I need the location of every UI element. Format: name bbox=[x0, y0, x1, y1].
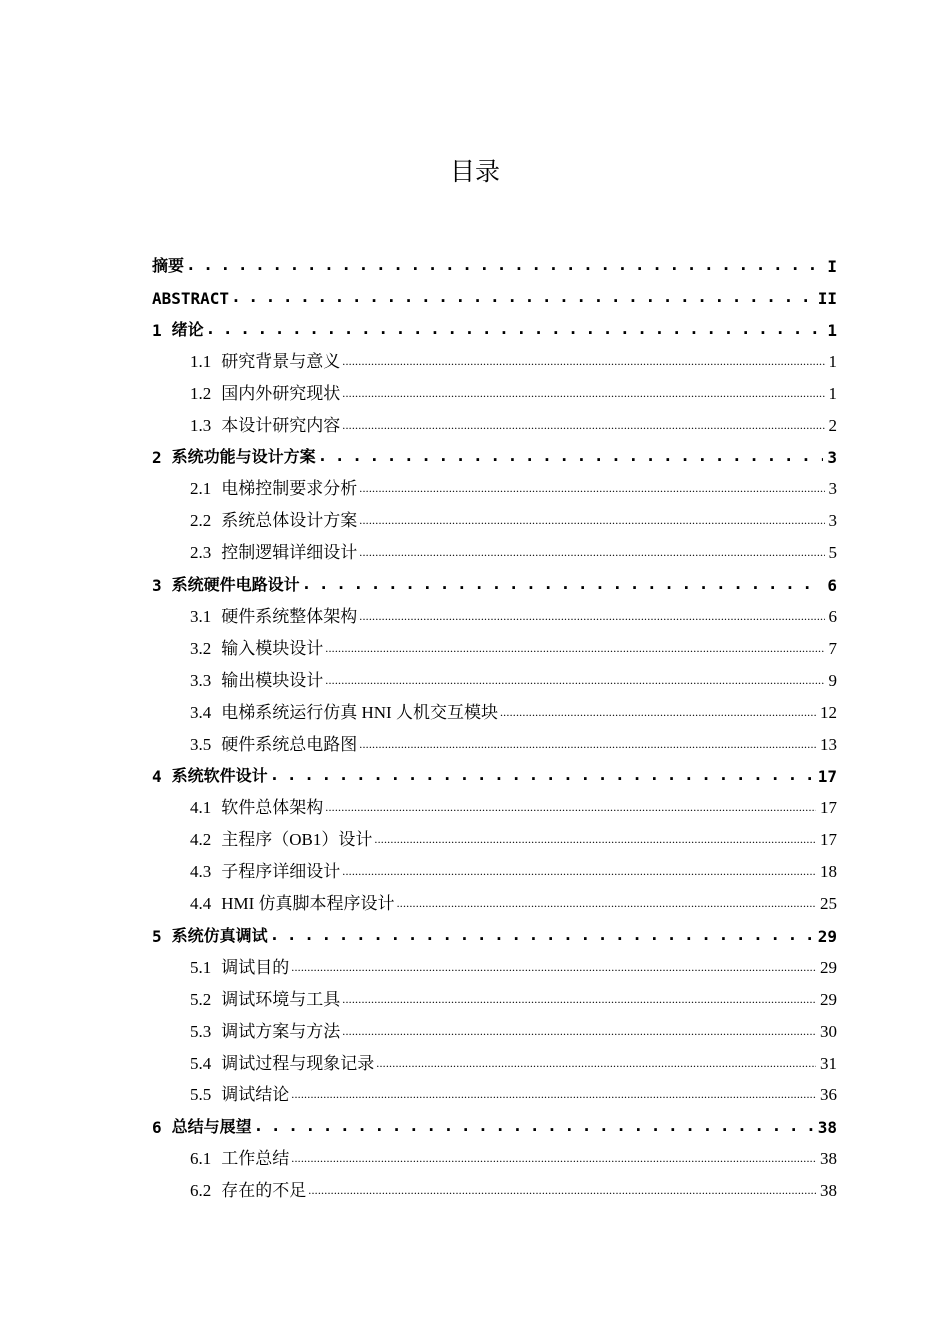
toc-entry[interactable] bbox=[190, 471, 837, 499]
toc-entry-number: 1.2 bbox=[190, 383, 212, 403]
toc-entry-title: 调试过程与现象记录 bbox=[221, 1053, 375, 1073]
toc-entry-number: 4.4 bbox=[190, 894, 212, 913]
toc-entry-title: ABSTRACT bbox=[152, 288, 230, 308]
toc-entry-page-number: 30 bbox=[820, 1021, 837, 1041]
toc-entry-page-number: 38 bbox=[820, 1149, 837, 1169]
toc-entry-page-number: 29 bbox=[817, 926, 837, 946]
toc-entry[interactable] bbox=[152, 918, 837, 946]
toc-entry[interactable] bbox=[190, 344, 837, 372]
toc-entry-number: 1.1 bbox=[190, 351, 212, 371]
toc-entry-title: 研究背景与意义 bbox=[221, 351, 341, 371]
toc-entry-number: 2.2 bbox=[190, 511, 212, 531]
toc-entry[interactable] bbox=[152, 1109, 837, 1137]
toc-entry-number: 4.2 bbox=[190, 830, 212, 850]
toc-entry-title: 硬件系统整体架构 bbox=[221, 606, 358, 626]
toc-entry-page-number: 13 bbox=[820, 734, 837, 754]
dot-leader bbox=[308, 1179, 816, 1199]
toc-entry[interactable] bbox=[152, 312, 837, 340]
toc-entry[interactable] bbox=[190, 727, 837, 755]
dot-leader bbox=[291, 1147, 816, 1167]
toc-entry-page-number: 29 bbox=[820, 957, 837, 977]
dot-leader bbox=[318, 446, 824, 465]
toc-entry-page-number: I bbox=[827, 257, 837, 276]
toc-entry[interactable] bbox=[190, 695, 837, 723]
toc-entry-title: 系统硬件电路设计 bbox=[171, 575, 300, 594]
toc-entry-number: 5.5 bbox=[190, 1085, 212, 1105]
toc-entry[interactable] bbox=[190, 886, 837, 914]
toc-entry-title: 摘要 bbox=[152, 256, 185, 275]
toc-entry-page-number: 25 bbox=[820, 894, 837, 913]
toc-entry[interactable] bbox=[190, 663, 837, 691]
toc-entry-title: 本设计研究内容 bbox=[221, 415, 341, 435]
toc-entry-title: 系统软件设计 bbox=[171, 766, 268, 786]
toc-entry-title: 主程序（OB1）设计 bbox=[221, 830, 373, 850]
toc-entry-number: 5.3 bbox=[190, 1021, 212, 1041]
toc-entry-page-number: 12 bbox=[820, 702, 837, 722]
toc-entry-number: 2 bbox=[152, 448, 162, 468]
toc-entry-page-number: 3 bbox=[827, 448, 837, 468]
dot-leader bbox=[376, 1052, 816, 1072]
dot-leader bbox=[325, 637, 824, 657]
toc-entry-number: 3.4 bbox=[190, 702, 212, 722]
dot-leader bbox=[342, 860, 816, 880]
toc-entry[interactable] bbox=[152, 439, 837, 467]
toc-entry-number: 5.4 bbox=[190, 1053, 212, 1073]
toc-entry-title: 软件总体架构 bbox=[221, 798, 324, 818]
toc-entry[interactable] bbox=[152, 280, 837, 308]
toc-entry-title: 系统总体设计方案 bbox=[221, 511, 358, 531]
toc-entry-title: 输入模块设计 bbox=[221, 638, 324, 658]
toc-entry-page-number: 17 bbox=[820, 798, 837, 818]
toc-entry-page-number: 29 bbox=[820, 989, 837, 1009]
toc-entry[interactable] bbox=[190, 1141, 837, 1169]
toc-entry[interactable] bbox=[190, 982, 837, 1010]
toc-entry-page-number: 1 bbox=[827, 320, 837, 340]
toc-entry-number: 4.1 bbox=[190, 798, 212, 818]
toc-entry-title: 电梯系统运行仿真 HNI 人机交互模块 bbox=[221, 702, 498, 722]
toc-entry[interactable] bbox=[190, 376, 837, 404]
toc-entry-page-number: 6 bbox=[827, 576, 837, 595]
toc-entry[interactable] bbox=[190, 790, 837, 818]
toc-entry[interactable] bbox=[190, 503, 837, 531]
toc-entry-number: 6 bbox=[152, 1118, 162, 1138]
dot-leader bbox=[291, 1083, 816, 1103]
toc-entry-number: 5.1 bbox=[190, 957, 212, 977]
toc-entry-number: 1.3 bbox=[190, 415, 212, 435]
toc-entry-title: HMI 仿真脚本程序设计 bbox=[221, 894, 395, 913]
toc-entry-title: 调试结论 bbox=[221, 1085, 290, 1105]
toc-entry-title: 总结与展望 bbox=[171, 1117, 252, 1137]
dot-leader bbox=[270, 925, 814, 944]
toc-entry-number: 1 bbox=[152, 320, 162, 340]
dot-leader bbox=[231, 287, 814, 306]
toc-entry-title: 调试环境与工具 bbox=[221, 989, 341, 1009]
toc-entry-title: 国内外研究现状 bbox=[221, 383, 341, 403]
toc-entry-page-number: 1 bbox=[828, 351, 837, 371]
dot-leader bbox=[500, 701, 816, 721]
toc-entry-number: 5 bbox=[152, 926, 162, 946]
toc-entry-number: 2.1 bbox=[190, 479, 212, 499]
dot-leader bbox=[374, 828, 816, 848]
toc-entry-page-number: 36 bbox=[820, 1085, 837, 1105]
dot-leader bbox=[342, 350, 824, 370]
page-title: 目录 bbox=[449, 157, 500, 186]
dot-leader bbox=[342, 382, 824, 402]
toc-entry[interactable] bbox=[190, 1014, 837, 1042]
toc-entry-page-number: II bbox=[817, 288, 837, 308]
toc-entry-number: 3.5 bbox=[190, 734, 212, 754]
dot-leader bbox=[359, 605, 824, 625]
toc-entry-page-number: 38 bbox=[820, 1181, 837, 1201]
dot-leader bbox=[270, 765, 814, 784]
toc-entry[interactable] bbox=[152, 248, 837, 276]
toc-entry-page-number: 9 bbox=[828, 670, 837, 690]
toc-entry-number: 6.1 bbox=[190, 1149, 212, 1169]
toc-entry-number: 3.3 bbox=[190, 670, 212, 690]
toc-entry-page-number: 17 bbox=[820, 830, 837, 850]
toc-entry-title: 系统功能与设计方案 bbox=[171, 447, 316, 467]
toc-entry-page-number: 6 bbox=[828, 606, 837, 626]
toc-entry-number: 2.3 bbox=[190, 543, 212, 563]
toc-entry[interactable] bbox=[190, 822, 837, 850]
toc-entry-page-number: 7 bbox=[828, 638, 837, 658]
dot-leader bbox=[342, 414, 824, 434]
toc-entry[interactable] bbox=[190, 408, 837, 436]
toc-entry-number: 3 bbox=[152, 576, 162, 595]
toc-entry-title: 控制逻辑详细设计 bbox=[221, 543, 358, 563]
dot-leader bbox=[206, 319, 824, 338]
toc-entry-title: 调试目的 bbox=[221, 957, 290, 977]
toc-entry-page-number: 31 bbox=[820, 1053, 837, 1073]
toc-entry-title: 工作总结 bbox=[221, 1149, 290, 1169]
dot-leader bbox=[186, 255, 823, 274]
dot-leader bbox=[359, 733, 816, 753]
toc-entry-title: 系统仿真调试 bbox=[171, 925, 268, 945]
toc-entry-number: 6.2 bbox=[190, 1181, 212, 1201]
toc-entry-title: 存在的不足 bbox=[221, 1181, 307, 1201]
toc-entry[interactable] bbox=[190, 1046, 837, 1074]
toc-entry-number: 5.2 bbox=[190, 989, 212, 1009]
toc-entry-number: 3.2 bbox=[190, 638, 212, 658]
dot-leader bbox=[325, 669, 824, 689]
toc-entry[interactable] bbox=[190, 631, 837, 659]
toc-entry-page-number: 3 bbox=[828, 479, 837, 499]
dot-leader bbox=[397, 892, 816, 912]
dot-leader bbox=[342, 988, 816, 1008]
dot-leader bbox=[359, 541, 824, 561]
toc-entry[interactable] bbox=[190, 1173, 837, 1201]
toc-entry-page-number: 38 bbox=[817, 1118, 837, 1138]
toc-entry[interactable] bbox=[152, 567, 837, 595]
toc-entry-number: 4.3 bbox=[190, 862, 212, 882]
dot-leader bbox=[325, 796, 816, 816]
dot-leader bbox=[359, 477, 824, 497]
toc-entry-title: 绪论 bbox=[171, 319, 204, 339]
toc-entry[interactable] bbox=[190, 950, 837, 978]
dot-leader bbox=[342, 1020, 816, 1040]
toc-entry[interactable] bbox=[190, 854, 837, 882]
dot-leader bbox=[254, 1116, 814, 1135]
toc-entry-title: 子程序详细设计 bbox=[221, 862, 341, 882]
toc-entry-number: 4 bbox=[152, 767, 162, 787]
toc-entry-title: 电梯控制要求分析 bbox=[221, 479, 358, 499]
toc-entry-title: 调试方案与方法 bbox=[221, 1021, 341, 1041]
toc-entry[interactable] bbox=[152, 758, 837, 786]
toc-entry-title: 输出模块设计 bbox=[221, 670, 324, 690]
dot-leader bbox=[291, 956, 816, 976]
toc-entry[interactable] bbox=[190, 1077, 837, 1105]
toc-entry-page-number: 5 bbox=[828, 543, 837, 563]
toc-entry-page-number: 1 bbox=[828, 383, 837, 403]
dot-leader bbox=[302, 574, 824, 593]
toc-entry[interactable] bbox=[190, 599, 837, 627]
toc-entry[interactable] bbox=[190, 535, 837, 563]
toc-entry-page-number: 18 bbox=[820, 862, 837, 882]
toc-entry-page-number: 3 bbox=[828, 511, 837, 531]
toc-entry-number: 3.1 bbox=[190, 606, 212, 626]
toc-entry-page-number: 2 bbox=[828, 415, 837, 435]
dot-leader bbox=[359, 509, 824, 529]
toc-entry-title: 硬件系统总电路图 bbox=[221, 734, 358, 754]
toc-entry-page-number: 17 bbox=[817, 767, 837, 787]
